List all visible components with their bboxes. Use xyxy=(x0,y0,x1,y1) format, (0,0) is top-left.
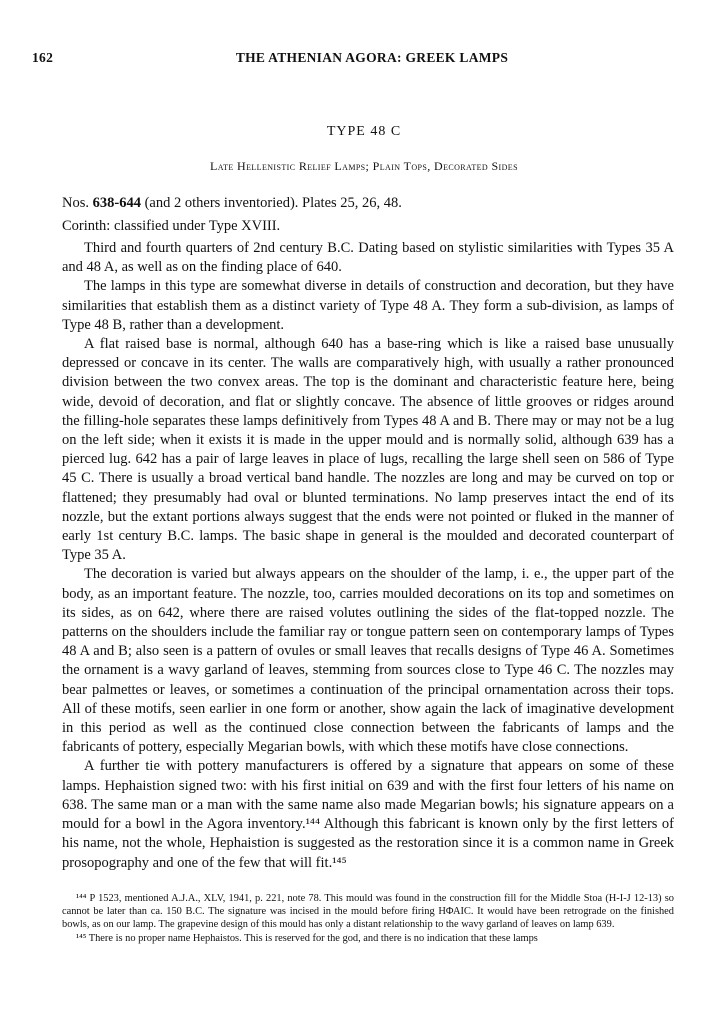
paragraph-overview: The lamps in this type are somewhat diverse in details of construction and decoration, but they have similarities that establish them as a distinct variety of Type 48 A. They form a sub-division, as lamps of Type 48 B, rather than a development. xyxy=(62,278,674,333)
section-heading: TYPE 48 C xyxy=(326,124,402,139)
footnote-144: ¹⁴⁴ P 1523, mentioned A.J.A., XLV, 1941, p. 221, note 78. This mould was found in the construction fill for the Middle Stoa (H-I-J 12-13) so cannot be later than ca. 150 B.C. The signature was incised in the mould before firing ΗΦΑΙϹ. It would have been retrograde on the finished bowls, as on our lamp. The grapevine design of this mould has only a distant relationship to the wavy garland of leaves on lamp 639. xyxy=(62,893,674,931)
footnote-145: ¹⁴⁵ There is no proper name Hephaistos. This is reserved for the god, and there is no indication that these lamps xyxy=(76,932,538,944)
running-title: THE ATHENIAN AGORA: GREEK LAMPS xyxy=(235,50,509,65)
nos-range: 638-644 xyxy=(92,195,141,211)
footnotes xyxy=(62,892,674,945)
nos-label: Nos. xyxy=(62,195,89,211)
catalogue-numbers-line xyxy=(62,195,402,212)
page-number: 162 xyxy=(32,50,54,65)
paragraph-decoration: The decoration is varied but always appears on the shoulder of the lamp, i. e., the upper part of the body, as an important feature. The nozzle, too, carries moulded decorations on its top and sometimes on its sides, as on 642, where there are raised volutes outlining the sides of the flat-topped nozzle. The patterns on the shoulders include the familiar ray or tongue pattern seen on contemporary lamps of Types 48 A and B; also seen is a pattern of ovules or small leaves that recalls designs of Type 46 A. Sometimes the ornament is a wavy garland of leaves, stemming from sources close to Type 46 C. The nozzles may bear palmettes or leaves, or sometimes a continuation of the principal ornamentation across their tops. All of these motifs, seen earlier in one form or another, show again the lack of imaginative development in this period as well as the continued close connection between the fabricants of lamps and the fabricants of pottery, especially Megarian bowls, with which these motifs have close connections. xyxy=(62,566,674,756)
paragraph-signature: A further tie with pottery manufacturers is offered by a signature that appears on some of these lamps. Hephaistion signed two: with his first initial on 639 and with the first four letters of his name on 638. The same man or a man with the same name also made Megarian bowls; his signature appears on a mould for a bowl in the Agora inventory.¹⁴⁴ Although this fabricant is known only by the first letters of his name, not the whole, Hephaistion is suggested as the restoration since it is a common name in Greek prosopography and one of the few that will fit.¹⁴⁵ xyxy=(62,758,674,871)
section-subheading: Late Hellenistic Relief Lamps; Plain Tops, Decorated Sides xyxy=(210,159,518,173)
body-text xyxy=(62,239,674,873)
paragraph-construction: A flat raised base is normal, although 640 has a base-ring which is like a raised base unusually depressed or concave in its center. The walls are comparatively high, with usually a rather pronounced division between the two convex areas. The top is the dominant and characteristic feature here, being wide, devoid of decoration, and flat or slightly concave. The absence of little grooves or ridges around the filling-hole separates these lamps definitively from Types 48 A and B. There may or may not be a lug on the left side; when it exists it is made in the upper mould and is normally solid, although 639 has a pierced lug. 642 has a pair of large leaves in place of lugs, recalling the large shell seen on 586 of Type 45 C. There is usually a broad vertical band handle. The nozzles are long and may be curved on top or flattened; they presumably had oval or blunted terminations. No lamp preserves intact the end of its nozzle, but the extant portions always suggest that the ends were not pointed or fluked in the manner of early 1st century B.C. lamps. The basic shape in general is the moulded and decorated counterpart of Type 35 A. xyxy=(62,336,674,564)
paragraph-dating: Third and fourth quarters of 2nd century B.C. Dating based on stylistic similarities with Types 35 A and 48 A, as well as on the finding place of 640. xyxy=(62,240,674,276)
corinth-classification-line: Corinth: classified under Type XVIII. xyxy=(62,218,281,234)
running-head xyxy=(32,50,672,70)
nos-rest: (and 2 others inventoried). Plates 25, 26, 48. xyxy=(144,195,402,211)
